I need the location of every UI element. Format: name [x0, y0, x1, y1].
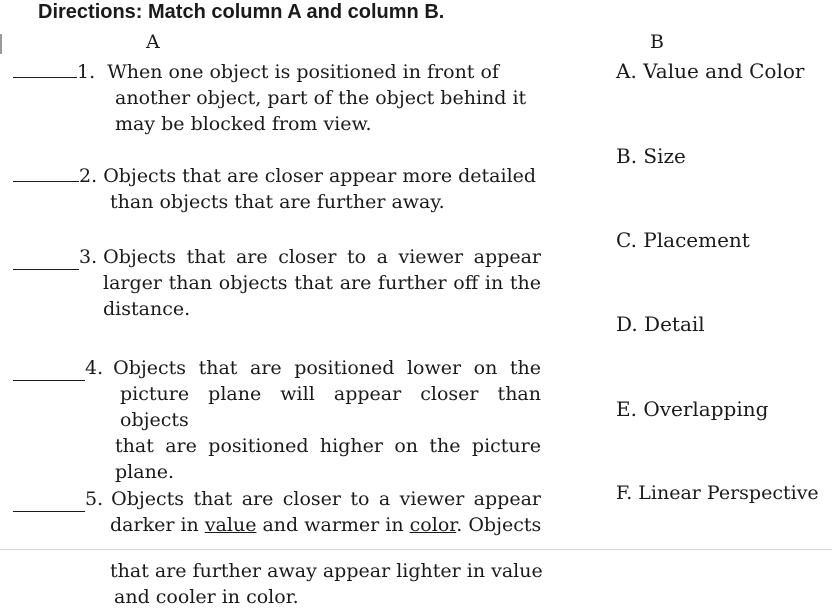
question-2-line-2: than objects that are further away.: [110, 191, 445, 213]
question-5-line-4: and cooler in color.: [114, 586, 299, 608]
answer-c: C. Placement: [616, 228, 750, 252]
underlined-word-value: value: [204, 514, 257, 536]
answer-e: E. Overlapping: [616, 397, 769, 421]
question-4-line-3: that are positioned higher on the picture: [115, 435, 541, 457]
answer-blank-3[interactable]: [13, 251, 79, 270]
question-2: [13, 163, 543, 215]
text-cursor: [0, 34, 2, 54]
question-1: [13, 59, 543, 137]
answer-blank-1[interactable]: [13, 59, 77, 78]
question-3-line-3: distance.: [103, 298, 191, 320]
page-title: Directions: Match column A and column B.: [38, 1, 445, 23]
question-5-line-1: 5. Objects that are closer to a viewer appear: [13, 486, 541, 512]
answer-blank-4[interactable]: [13, 362, 85, 381]
question-4-number: 4.: [85, 357, 104, 379]
question-5-line-2: darker in value and warmer in color. Objects: [110, 514, 542, 536]
question-4: [13, 355, 541, 485]
answer-blank-2[interactable]: [13, 163, 79, 182]
answer-d: D. Detail: [616, 312, 705, 336]
question-5: [13, 486, 541, 538]
question-3: [13, 244, 541, 322]
question-1-line-2: another object, part of the object behind it: [115, 87, 527, 109]
question-1-number: 1.: [77, 61, 96, 83]
question-1-line-3: may be blocked from view.: [115, 113, 372, 135]
question-1-line-1: 1. When one object is positioned in front of: [13, 59, 543, 85]
question-5-line-3: that are further away appear lighter in value: [110, 560, 543, 582]
column-b-header: B: [650, 31, 664, 53]
question-3-line-1: 3. Objects that are closer to a viewer appear: [13, 244, 541, 270]
page-break-divider: [0, 549, 832, 550]
answer-a: A. Value and Color: [616, 59, 805, 83]
question-5-number: 5.: [85, 488, 104, 510]
question-4-line-2: picture plane will appear closer than objects: [120, 383, 541, 431]
answer-b: B. Size: [616, 144, 686, 168]
answer-blank-5[interactable]: [13, 493, 85, 512]
answer-f: F. Linear Perspective: [616, 482, 819, 504]
underlined-word-color: color: [409, 514, 457, 536]
question-5-continued: [13, 558, 541, 610]
question-4-line-4: plane.: [115, 461, 175, 483]
question-2-number: 2.: [79, 165, 98, 187]
question-4-line-1: 4. Objects that are positioned lower on the: [13, 355, 541, 381]
question-3-line-2: larger than objects that are further off in the: [103, 272, 541, 294]
column-a-header: A: [146, 31, 160, 53]
question-2-line-1: 2. Objects that are closer appear more detailed: [13, 163, 543, 189]
question-3-number: 3.: [79, 246, 98, 268]
